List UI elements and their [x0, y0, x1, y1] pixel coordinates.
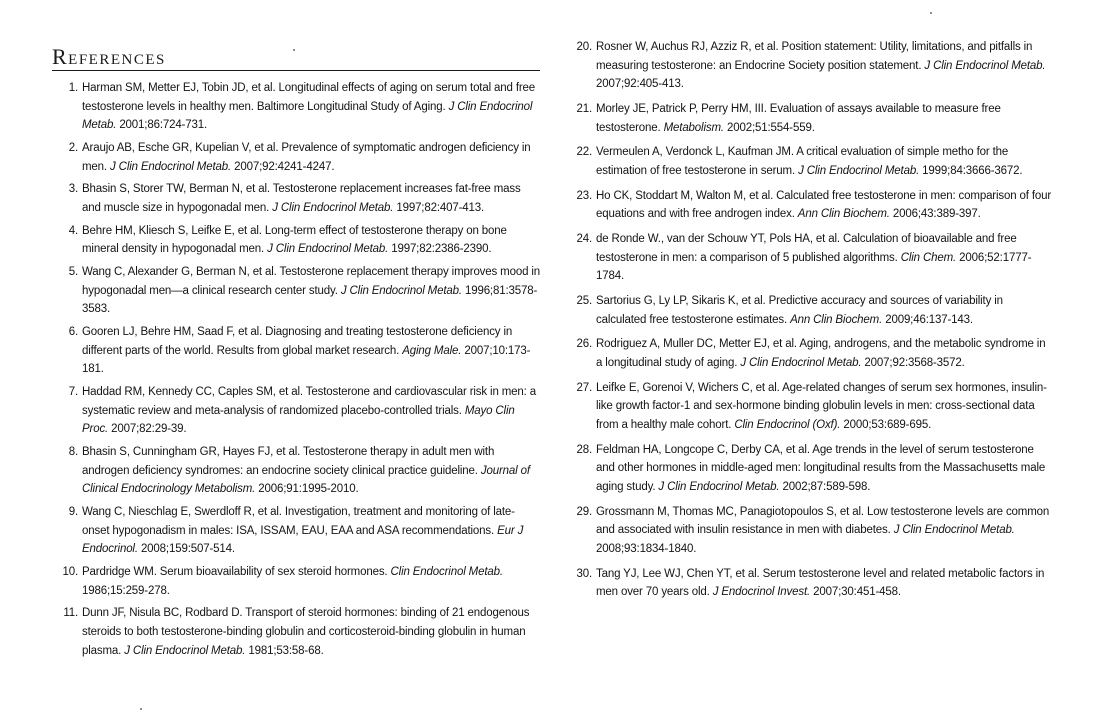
reference-journal: J Clin Endocrinol Metab. [658, 480, 780, 493]
reference-text: Bhasin S, Cunningham GR, Hayes FJ, et al. Testosterone therapy in adult men with androgen deficiency syndromes: an endocrine society clinical practice guideline. [82, 446, 495, 477]
reference-journal: J Clin Endocrinol Metab. [340, 284, 462, 297]
reference-journal: Metabolism. [663, 121, 724, 134]
heading-rule [52, 70, 540, 71]
reference-number: 27. [576, 381, 592, 394]
reference-item [566, 230, 1052, 286]
reference-item [52, 79, 542, 135]
reference-citation: 2002;87:589-598. [782, 480, 871, 493]
reference-text: Rosner W, Auchus RJ, Azziz R, et al. Position statement: Utility, limitations, and pitfalls in measuring testosterone: an Endocrine Society position statement. [596, 41, 1033, 72]
reference-citation: 1981;53:58-68. [248, 644, 324, 657]
reference-number: 6. [68, 326, 78, 339]
reference-citation: 2008;93:1834-1840. [596, 542, 697, 555]
reference-number: 25. [576, 295, 592, 308]
reference-number: 5. [68, 266, 78, 279]
reference-text: Gooren LJ, Behre HM, Saad F, et al. Diagnosing and treating testosterone deficiency in different parts of the world. Results from global market research. [82, 326, 513, 357]
reference-text: Rodriguez A, Muller DC, Metter EJ, et al. Aging, androgens, and the metabolic syndrome in a longitudinal study of aging. [596, 338, 1046, 370]
reference-journal: Journal of Clinical Endocrinology Metabolism. [82, 464, 530, 496]
reference-item [52, 263, 542, 319]
reference-item [52, 383, 542, 439]
reference-text: Grossmann M, Thomas MC, Panagiotopoulos S, et al. Low testosterone levels are common and associated with insulin resistance in men with diabetes. [596, 505, 1050, 537]
reference-number: 7. [68, 386, 78, 399]
reference-item [566, 565, 1052, 602]
reference-number: 28. [576, 443, 592, 456]
reference-citation: 2007;92:3568-3572. [864, 357, 965, 370]
reference-text: Behre HM, Kliesch S, Leifke E, et al. Long-term effect of testosterone therapy on bone mineral density in hypogonadal men. [82, 224, 507, 256]
reference-journal: J Clin Endocrinol Metab. [124, 644, 246, 657]
reference-citation: 2001;86:724-731. [119, 119, 208, 132]
reference-citation: 2007;92:405-413. [596, 78, 684, 91]
reference-item [566, 38, 1052, 94]
reference-text: Harman SM, Metter EJ, Tobin JD, et al. Longitudinal effects of aging on serum total and free testosterone levels in healthy men. Baltimore Longitudinal Study of Aging. [82, 82, 536, 113]
reference-journal: J Clin Endocrinol Metab. [272, 201, 394, 214]
scan-speck [293, 49, 295, 51]
reference-text: Wang C, Alexander G, Berman N, et al. Testosterone replacement therapy improves mood in hypogonadal men—a clinical research center study. [82, 266, 541, 297]
reference-number: 22. [576, 146, 592, 159]
reference-journal: J Endocrinol Invest. [712, 586, 811, 599]
reference-item [52, 443, 542, 499]
reference-text: Pardridge WM. Serum bioavailability of sex steroid hormones. [82, 565, 388, 578]
reference-citation: 1996;81:3578-3583. [82, 284, 538, 316]
reference-item [52, 139, 542, 176]
reference-journal: Mayo Clin Proc. [82, 404, 515, 436]
reference-number: 26. [576, 338, 592, 351]
references-column-right [566, 38, 1052, 608]
reference-journal: J Clin Endocrinol Metab. [924, 59, 1046, 72]
reference-citation: 2008;159:507-514. [140, 543, 235, 556]
reference-citation: 2007;10:173-181. [82, 344, 531, 376]
reference-item [52, 323, 542, 379]
reference-citation: 2007;92:4241-4247. [234, 160, 335, 173]
reference-item [566, 379, 1052, 435]
reference-item [566, 292, 1052, 329]
reference-text: Ho CK, Stoddart M, Walton M, et al. Calculated free testosterone in men: comparison of four equations and with free androgen index. [596, 189, 1052, 221]
reference-citation: 2006;52:1777-1784. [596, 251, 1032, 283]
reference-item [566, 143, 1052, 180]
reference-journal: Ann Clin Biochem. [797, 208, 890, 221]
reference-citation: 2006;43:389-397. [892, 208, 981, 221]
reference-text: Sartorius G, Ly LP, Sikaris K, et al. Predictive accuracy and sources of variability in calculated free testosterone estimates. [596, 295, 1003, 326]
reference-text: Wang C, Nieschlag E, Swerdloff R, et al. Investigation, treatment and monitoring of late-onset hypogonadism in males: ISA, ISSAM, EAU, EAA and ASA recommendations. [82, 505, 515, 537]
reference-journal: J Clin Endocrinol Metab. [798, 164, 920, 177]
reference-text: Bhasin S, Storer TW, Berman N, et al. Testosterone replacement increases fat-free mass and muscle size in hypogonadal men. [82, 183, 521, 214]
reference-text: Dunn JF, Nisula BC, Rodbard D. Transport of steroid hormones: binding of 21 endogenous steroids to both testosterone-binding globulin and corticosteroid-binding globulin in human plasma. [82, 607, 530, 657]
reference-number: 23. [576, 189, 592, 202]
reference-journal: Clin Endocrinol Metab. [390, 565, 503, 578]
reference-text: Haddad RM, Kennedy CC, Caples SM, et al. Testosterone and cardiovascular risk in men: a systematic review and meta-analysis of randomized placebo-controlled trials. [82, 386, 536, 417]
reference-text: Tang YJ, Lee WJ, Chen YT, et al. Serum testosterone level and related metabolic factors in men over 70 years old. [596, 567, 1045, 599]
reference-number: 10. [62, 565, 78, 578]
reference-item [52, 180, 542, 217]
reference-journal: Clin Endocrinol (Oxf). [734, 419, 841, 431]
reference-number: 4. [68, 224, 78, 237]
reference-journal: J Clin Endocrinol Metab. [110, 160, 232, 173]
reference-citation: 1997;82:407-413. [396, 201, 485, 214]
reference-item [566, 441, 1052, 497]
reference-number: 8. [68, 446, 78, 458]
reference-citation: 2007;82:29-39. [111, 423, 187, 436]
reference-citation: 2009;46:137-143. [885, 313, 973, 326]
references-column-left [52, 79, 542, 664]
reference-item [566, 335, 1052, 372]
reference-text: de Ronde W., van der Schouw YT, Pols HA, et al. Calculation of bioavailable and free testosterone in men: a comparison of 5 published algorithms. [596, 233, 1017, 264]
reference-text: Araujo AB, Esche GR, Kupelian V, et al. Prevalence of symptomatic androgen deficiency in men. [82, 141, 531, 173]
scan-speck [930, 12, 932, 14]
reference-number: 24. [576, 233, 592, 246]
reference-item [52, 604, 542, 660]
reference-item [52, 503, 542, 559]
reference-text: Morley JE, Patrick P, Perry HM, III. Evaluation of assays available to measure free testosterone. [596, 102, 1001, 134]
reference-citation: 1997;82:2386-2390. [391, 243, 492, 256]
reference-item [566, 100, 1052, 137]
reference-number: 11. [63, 607, 78, 620]
reference-item [566, 503, 1052, 559]
reference-text: Leifke E, Gorenoi V, Wichers C, et al. Age-related changes of serum sex hormones, insulin-like growth factor-1 and sex-hormone binding globulin levels in men: cross-sectional data from a healthy male cohort. [596, 381, 1047, 431]
reference-journal: J Clin Endocrinol Metab. [82, 100, 533, 132]
reference-citation: 2002;51:554-559. [726, 121, 815, 134]
reference-number: 29. [576, 505, 592, 518]
reference-number: 20. [576, 41, 592, 53]
reference-number: 3. [68, 183, 78, 196]
reference-journal: J Clin Endocrinol Metab. [893, 524, 1015, 537]
reference-number: 30. [576, 567, 592, 580]
reference-journal: J Clin Endocrinol Metab. [740, 357, 862, 370]
scan-speck [140, 708, 142, 710]
reference-item [52, 563, 542, 600]
reference-journal: Clin Chem. [900, 251, 957, 264]
reference-item [52, 222, 542, 259]
reference-number: 21. [576, 102, 592, 115]
reference-item [566, 187, 1052, 224]
reference-citation: 2007;30:451-458. [813, 586, 901, 599]
reference-citation: 2000;53:689-695. [843, 419, 932, 431]
reference-journal: Eur J Endocrinol. [82, 524, 524, 556]
reference-journal: Ann Clin Biochem. [790, 313, 883, 326]
reference-number: 2. [68, 141, 78, 154]
reference-number: 1. [68, 82, 78, 94]
reference-number: 9. [68, 505, 78, 518]
reference-text: Vermeulen A, Verdonck L, Kaufman JM. A critical evaluation of simple metho for the estimation of free testosterone in serum. [596, 146, 1009, 177]
reference-text: Feldman HA, Longcope C, Derby CA, et al. Age trends in the level of serum testosterone and other hormones in middle-aged men: longitudinal results from the Massachusetts male aging study. [596, 443, 1046, 493]
references-heading: References [52, 44, 166, 69]
reference-journal: J Clin Endocrinol Metab. [267, 243, 389, 256]
reference-citation: 2006;91:1995-2010. [258, 483, 359, 496]
reference-citation: 1999;84:3666-3672. [922, 164, 1023, 177]
reference-citation: 1986;15:259-278. [82, 584, 170, 597]
reference-journal: Aging Male. [402, 344, 462, 357]
